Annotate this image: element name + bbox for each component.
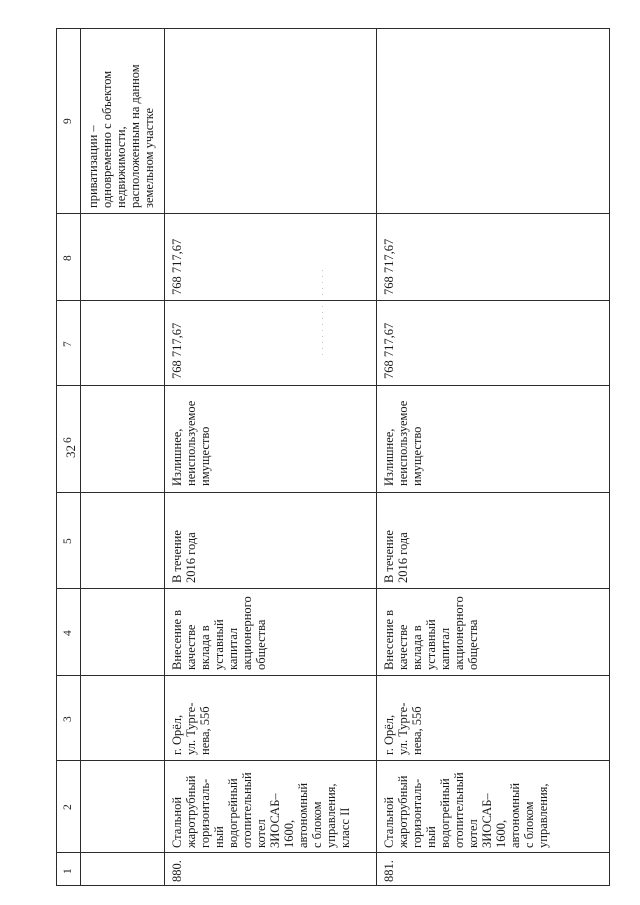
grid-col-boundary [56, 760, 610, 761]
header-col-7: 7 [62, 341, 74, 347]
row-881-value-col7: 768 717,67 [382, 322, 396, 379]
row-881-address: г. Орёл, ул. Турге- нева, 55б [382, 702, 424, 755]
header-col-6: 6 [62, 437, 74, 443]
header-col-9: 9 [62, 118, 74, 124]
header-col-4: 4 [62, 630, 74, 636]
grid-row-boundary [609, 28, 610, 886]
row-880-object-name: Стальной жаротрубный горизонталь- ный водогрейный отопительный котел ЗИОСАБ– 1600, автономный с блоком управления, класс II [170, 772, 352, 848]
header-col-5: 5 [62, 538, 74, 544]
continuation-note-text: приватизации – одновременно с объектом недвижимости, расположенным на данном земельном участке [86, 64, 156, 208]
grid-row-boundary [80, 28, 81, 886]
row-880-address: г. Орёл, ул. Турге- нева, 55б [170, 702, 212, 755]
grid-col-boundary [56, 385, 610, 386]
grid-col-boundary [56, 588, 610, 589]
page-number: 32 [63, 445, 78, 458]
header-col-3: 3 [62, 716, 74, 722]
row-880-value-col8: 768 717,67 [170, 238, 184, 295]
grid-row-boundary [376, 28, 377, 886]
row-880-method: Внесение в качестве вклада в уставный капитал акционерного общества [170, 596, 268, 670]
row-880-number: 880. [170, 860, 184, 882]
scan-artifact-dots [322, 270, 323, 360]
grid-row-boundary [56, 28, 57, 886]
row-881-number: 881. [382, 860, 396, 882]
grid-col-boundary [56, 213, 610, 214]
grid-row-boundary [164, 28, 165, 886]
row-881-term: В течение 2016 года [382, 530, 410, 583]
grid-col-boundary [56, 492, 610, 493]
row-881-object-name: Стальной жаротрубный горизонталь- ный водогрейный отопительный котел ЗИОСАБ– 1600, автономный с блоком управления, [382, 772, 550, 848]
header-col-8: 8 [62, 255, 74, 261]
row-881-method: Внесение в качестве вклада в уставный капитал акционерного общества [382, 596, 480, 670]
grid-col-boundary [56, 852, 610, 853]
row-880-term: В течение 2016 года [170, 530, 198, 583]
grid-col-boundary [56, 300, 610, 301]
header-col-1: 1 [62, 868, 74, 874]
row-881-reason: Излишнее, неиспользуемое имущество [382, 400, 424, 486]
grid-col-boundary [56, 675, 610, 676]
row-881-value-col8: 768 717,67 [382, 238, 396, 295]
row-880-reason: Излишнее, неиспользуемое имущество [170, 400, 212, 486]
row-880-value-col7: 768 717,67 [170, 322, 184, 379]
grid-col-boundary [56, 885, 610, 886]
header-col-2: 2 [62, 804, 74, 810]
